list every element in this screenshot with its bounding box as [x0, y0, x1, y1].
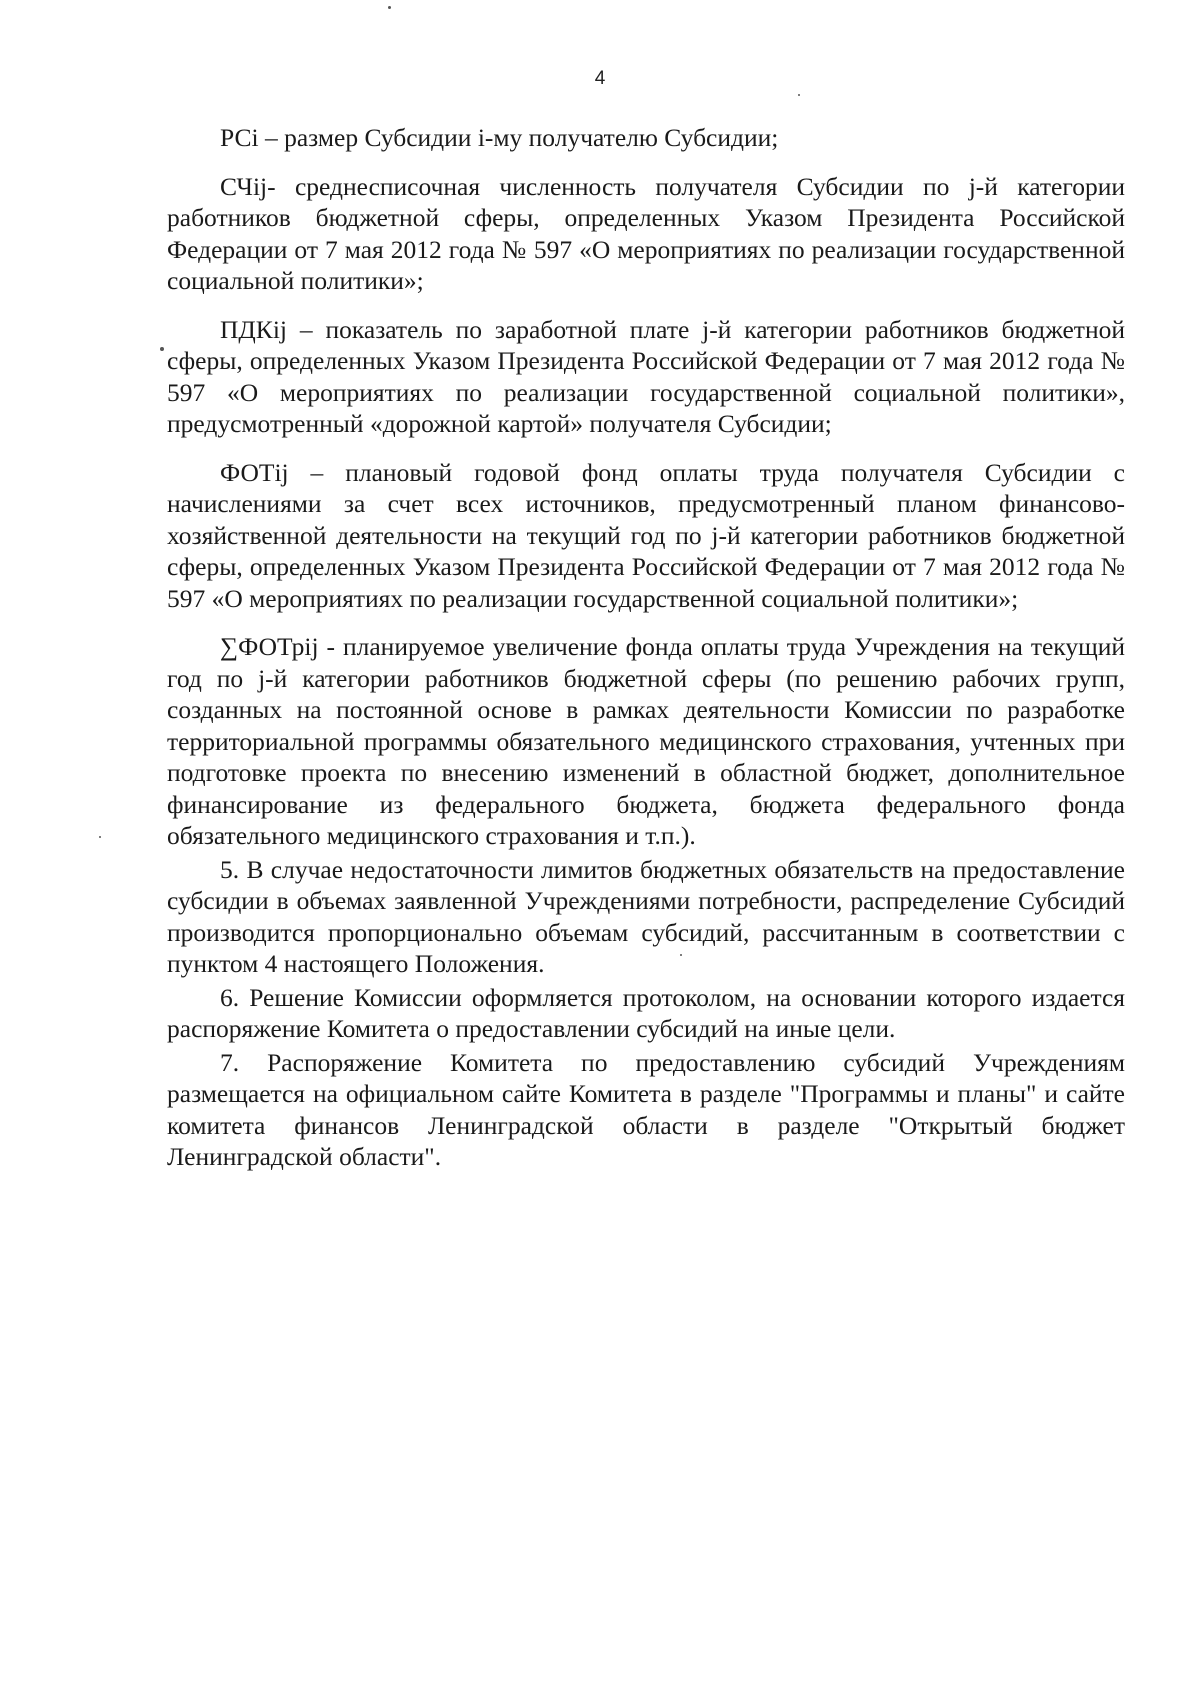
- scan-speck: [798, 94, 800, 96]
- paragraph-item-6: 6. Решение Комиссии оформляется протоколом, на основании которого издается распоряжение Комитета о предоставлении субсидий на иные цели.: [167, 982, 1125, 1043]
- paragraph-fotij-definition: ФОТij – плановый годовой фонд оплаты труда получателя Субсидии с начислениями за счет всех источников, предусмотренный планом финансово-хозяйственной деятельности на текущий год по j-й категории работников бюджетной сферы, определенных Указом Президента Российской Федерации от 7 мая 2012 года № 597 «О мероприятиях по реализации государственной социальной политики»;: [167, 457, 1125, 613]
- page-number: 4: [594, 68, 606, 89]
- scan-speck: [160, 347, 164, 351]
- document-body: [167, 122, 1125, 1173]
- paragraph-schij-definition: СЧij- среднесписочная численность получателя Субсидии по j-й категории работников бюджетной сферы, определенных Указом Президента Российской Федерации от 7 мая 2012 года № 597 «О мероприятиях по реализации государственной социальной политики»;: [167, 171, 1125, 295]
- paragraph-item-5: 5. В случае недостаточности лимитов бюджетных обязательств на предоставление субсидии в объемах заявленной Учреждениями потребности, распределение Субсидий производится пропорционально объемам субсидий, рассчитанным в соответствии с пунктом 4 настоящего Положения.: [167, 854, 1125, 978]
- scan-speck: [99, 836, 101, 838]
- paragraph-sum-fotpij-definition: ∑ФОТрij - планируемое увеличение фонда оплаты труда Учреждения на текущий год по j-й категории работников бюджетной сферы (по решению рабочих групп, созданных на постоянной основе в рамках деятельности Комиссии по разработке территориальной программы обязательного медицинского страхования, учтенных при подготовке проекта по внесению изменений в областной бюджет, дополнительное финансирование из федерального бюджета, бюджета федерального фонда обязательного медицинского страхования и т.п.).: [167, 632, 1125, 850]
- paragraph-rsi-definition: РСi – размер Субсидии i-му получателю Субсидии;: [220, 123, 779, 152]
- paragraph-item-7: 7. Распоряжение Комитета по предоставлению субсидий Учреждениям размещается на официальном сайте Комитета в разделе "Программы и планы" и сайте комитета финансов Ленинградской области в разделе "Открытый бюджет Ленинградской области".: [167, 1047, 1125, 1171]
- paragraph-pdkij-definition: ПДКij – показатель по заработной плате j-й категории работников бюджетной сферы, определенных Указом Президента Российской Федерации от 7 мая 2012 года № 597 «О мероприятиях по реализации государственной социальной политики», предусмотренный «дорожной картой» получателя Субсидии;: [167, 314, 1125, 438]
- scan-speck: [388, 6, 391, 9]
- scan-speck: [680, 954, 682, 956]
